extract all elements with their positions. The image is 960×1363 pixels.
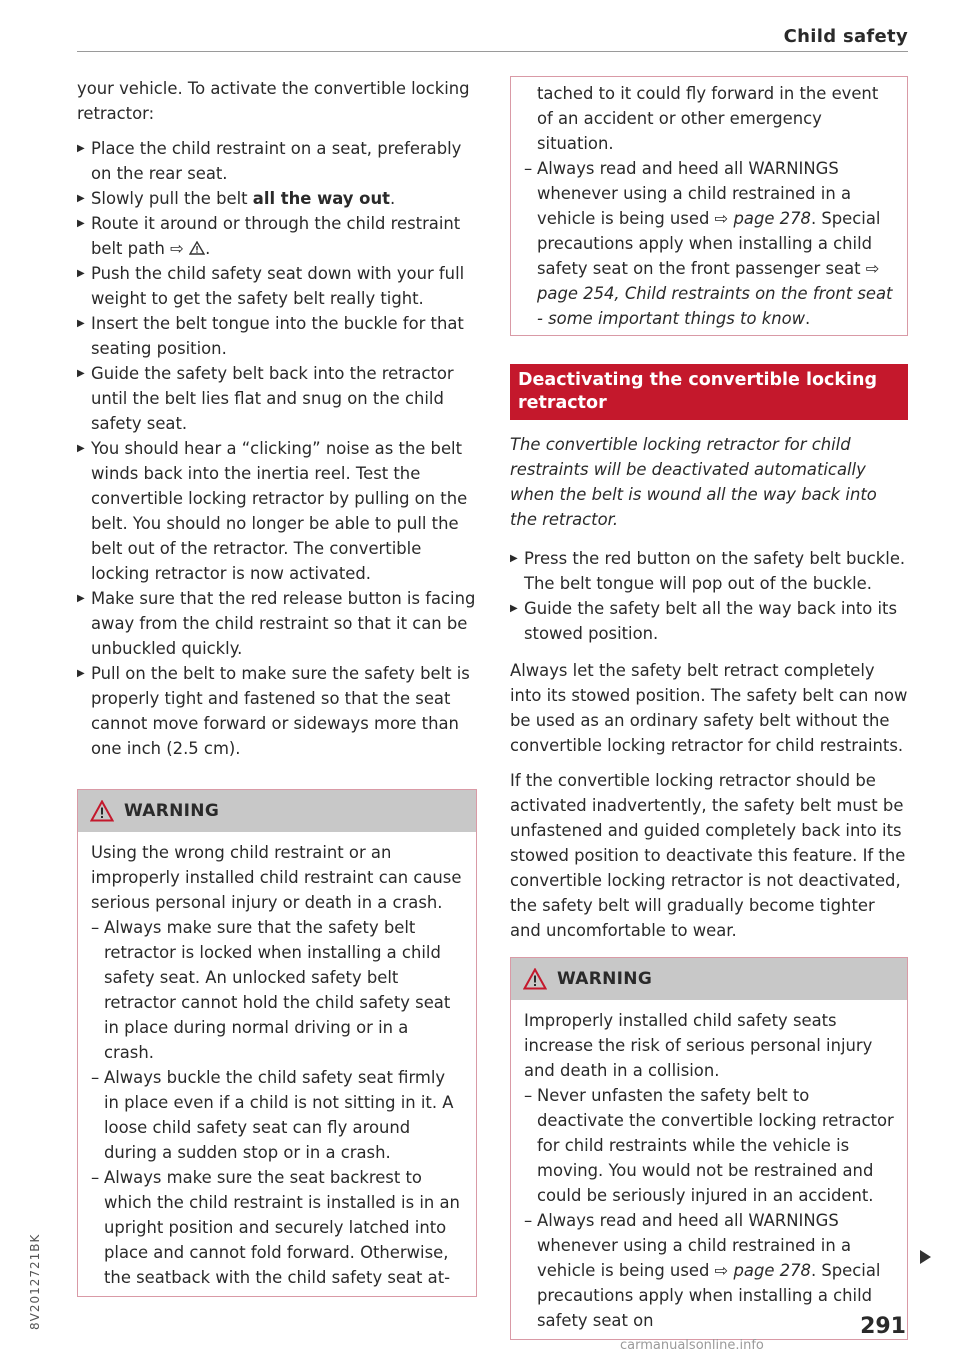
step-arrow-icon: ▶ [77, 193, 85, 204]
step-item: ▶ Insert the belt tongue into the buckle for that seating position. [77, 311, 477, 361]
step-arrow-icon: ▶ [77, 218, 85, 229]
step-item: ▶ Make sure that the red release button is facing away from the child restraint so that it can be unbuckled quickly. [77, 586, 477, 661]
step-item: ▶ Slowly pull the belt all the way out. [77, 186, 477, 211]
left-column [77, 76, 477, 1297]
continue-arrow-icon [920, 1250, 931, 1264]
warning-body [78, 832, 476, 1296]
warning-item: – Always make sure that the safety belt retractor is locked when installing a child safety seat. An unlocked safety belt retractor cannot hold the child safety seat in place during normal driving or in a crash. [91, 918, 451, 1062]
step-item: ▶ Pull on the belt to make sure the safety belt is properly tight and fastened so that the seat cannot move forward or sideways more than one inch (2.5 cm). [77, 661, 477, 761]
section-intro: The convertible locking retractor for child restraints will be deactivated automatically when the belt is wound all the way back into the retractor. [510, 435, 877, 529]
warning-item: – Always read and heed all WARNINGS whenever using a child restrained in a vehicle is being used ⇨ page 278. Special precautions apply when installing a child safety seat on [524, 1211, 881, 1330]
warning-body [511, 1000, 907, 1339]
continuation-text: tached to it could fly forward in the event of an accident or other emergency situation. [537, 84, 879, 153]
warning-triangle-icon [523, 968, 547, 990]
warning-box-right [510, 957, 908, 1340]
page-number: 291 [860, 1314, 906, 1339]
warning-header [78, 790, 476, 832]
right-column [510, 76, 908, 1340]
warning-title: WARNING [124, 801, 220, 821]
warning-header [511, 958, 907, 1000]
step-arrow-icon: ▶ [77, 668, 85, 679]
deactivation-steps-list [510, 546, 908, 646]
watermark: carmanualsonline.info [620, 1338, 764, 1353]
step-arrow-icon: ▶ [77, 268, 85, 279]
step-arrow-icon: ▶ [510, 603, 518, 614]
warning-lead-text: Using the wrong child restraint or an improperly installed child restraint can cause serious personal injury or death in a crash. [91, 843, 462, 912]
step-item: ▶ Guide the safety belt all the way back into its stowed position. [510, 596, 908, 646]
step-arrow-icon: ▶ [77, 443, 85, 454]
warning-lead-text: Improperly installed child safety seats increase the risk of serious personal injury and death in a collision. [524, 1011, 873, 1080]
step-item: ▶ Guide the safety belt back into the retractor until the belt lies flat and snug on the child safety seat. [77, 361, 477, 436]
warning-box-left [77, 789, 477, 1297]
warning-item: – Always make sure the seat backrest to which the child restraint is installed is in an upright position and securely latched into place and cannot fold forward. Otherwise, the seatback with the child safety seat at- [91, 1168, 460, 1287]
left-intro-text: your vehicle. To activate the convertible locking retractor: [77, 79, 470, 123]
document-code: 8V2012721BK [28, 1233, 42, 1330]
body-paragraph: Always let the safety belt retract completely into its stowed position. The safety belt can now be used as an ordinary safety belt without the convertible locking retractor for child restraints. [510, 661, 908, 755]
step-arrow-icon: ▶ [77, 368, 85, 379]
page-ref-link[interactable]: page 254, Child restraints on the front seat - some important things to know [537, 284, 893, 328]
step-arrow-icon: ▶ [77, 593, 85, 604]
activation-steps-list [77, 136, 477, 761]
warning-triangle-icon[interactable] [189, 241, 205, 255]
continuation-items [524, 156, 894, 331]
step-item: ▶ Press the red button on the safety belt buckle. The belt tongue will pop out of the buckle. [510, 546, 908, 596]
step-item: ▶ Place the child restraint on a seat, preferably on the rear seat. [77, 136, 477, 186]
step-arrow-icon: ▶ [77, 318, 85, 329]
step-item: ▶ You should hear a “clicking” noise as the belt winds back into the inertia reel. Test the convertible locking retractor by pulling on the belt. You should no longer be able to pull the belt out of the retractor. The convertible locking retractor is now activated. [77, 436, 477, 586]
warning-title: WARNING [557, 969, 653, 989]
body-paragraph: If the convertible locking retractor should be activated inadvertently, the safety belt must be unfastened and guided completely back into its stowed position to deactivate this feature. If the convertible locking retractor is not deactivated, the safety belt will gradually become tighter and uncomfortable to wear. [510, 771, 906, 940]
step-arrow-icon: ▶ [510, 553, 518, 564]
warning-continuation-box [510, 76, 908, 336]
warning-item: – Never unfasten the safety belt to deactivate the convertible locking retractor for child restraints while the vehicle is moving. You would not be restrained and could be seriously injured in an accident. [524, 1086, 894, 1205]
warning-items-list [91, 915, 463, 1290]
step-item: ▶ Route it around or through the child restraint belt path ⇨ . [77, 211, 477, 261]
warning-item: – Always buckle the child safety seat firmly in place even if a child is not sitting in it. A loose child safety seat can fly around during a sudden stop or in a crash. [91, 1068, 454, 1162]
page-header-title: Child safety [783, 26, 908, 47]
warning-item: – Always read and heed all WARNINGS whenever using a child restrained in a vehicle is being used ⇨ page 278. Special precautions apply when installing a child safety seat on the front passenger seat ⇨ page 254, Child restraints on the front seat - some important things to know. [524, 159, 893, 328]
header-rule [77, 51, 908, 52]
warning-triangle-icon [90, 800, 114, 822]
section-heading: Deactivating the convertible locking retractor [510, 364, 908, 420]
step-arrow-icon: ▶ [77, 143, 85, 154]
page-ref-link[interactable]: page 278 [733, 209, 811, 228]
warning-items-list [524, 1083, 894, 1333]
page-ref-link[interactable]: page 278 [733, 1261, 811, 1280]
step-item: ▶ Push the child safety seat down with your full weight to get the safety belt really tight. [77, 261, 477, 311]
